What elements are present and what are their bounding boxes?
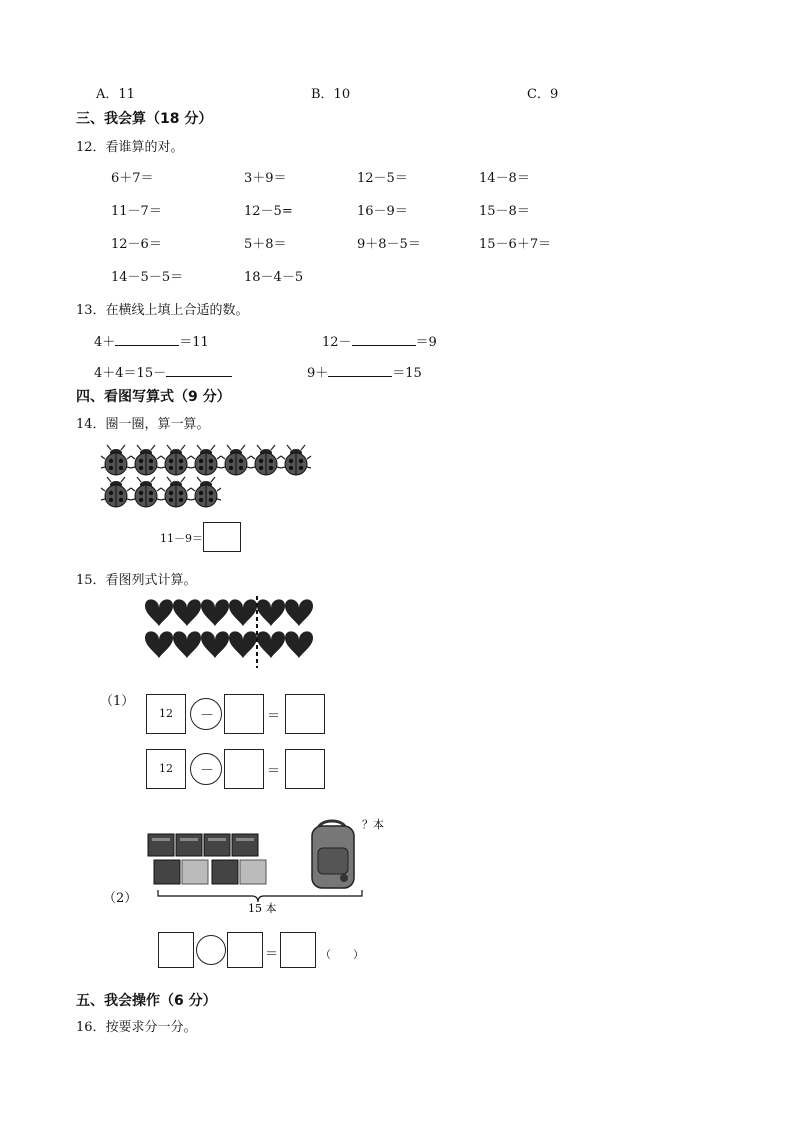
heart-icon (257, 631, 285, 658)
heart-icon (173, 631, 201, 658)
answer-blank[interactable] (166, 365, 232, 377)
equals-sign: ＝ (265, 947, 279, 962)
number-box (146, 694, 186, 734)
equation-text: 4＋4＝15－ (94, 366, 167, 381)
equation-text: 12－ (322, 335, 352, 350)
number-text: 12 (159, 762, 173, 775)
operator-text: － (200, 763, 214, 779)
ladybug-icon (251, 445, 281, 475)
ladybug-icon (131, 477, 161, 507)
heart-icon (229, 599, 257, 626)
section-3-heading: 三、我会算（18 分） (76, 111, 213, 127)
equation-text: ＝9 (415, 335, 437, 350)
total-label: 15 本 (248, 902, 277, 915)
ladybug-group (100, 443, 320, 513)
equation-cell: 16－9＝ (357, 204, 408, 219)
heart-icon (201, 631, 229, 658)
answer-box[interactable] (203, 522, 241, 552)
question-14-equation: 11－9＝ (160, 532, 203, 545)
equation-cell: 12－5＝ (357, 171, 408, 186)
heart-icon (257, 599, 285, 626)
unit-parentheses[interactable]: （ ） (320, 948, 364, 961)
equation-text: 4＋ (94, 335, 116, 350)
number-box (146, 749, 186, 789)
total-brace (158, 890, 362, 902)
operator-circle[interactable] (196, 935, 226, 965)
heart-icon (145, 599, 173, 626)
fill-blank-equation-2 (322, 331, 437, 350)
equation-cell: 9＋8－5＝ (357, 237, 421, 252)
answer-box[interactable] (285, 749, 325, 789)
question-14-title: 14．圈一圈，算一算。 (76, 417, 210, 432)
option-c: C．9 (527, 87, 559, 102)
hearts-diagram (144, 596, 316, 668)
ladybug-icon (131, 445, 161, 475)
number-text: 12 (159, 707, 173, 720)
equation-cell: 11－7＝ (111, 204, 162, 219)
equals-sign: ＝ (267, 709, 281, 724)
answer-box[interactable] (224, 749, 264, 789)
equation-cell: 12－6＝ (111, 237, 162, 252)
backpack-icon (312, 821, 354, 888)
answer-box[interactable] (227, 932, 263, 968)
answer-box[interactable] (158, 932, 194, 968)
ladybug-icon (191, 445, 221, 475)
question-15-title: 15．看图列式计算。 (76, 573, 197, 588)
books-backpack-illustration (140, 812, 390, 916)
equation-text: ＝11 (179, 335, 209, 350)
heart-icon (229, 631, 257, 658)
equation-cell: 14－5－5＝ (111, 270, 184, 285)
heart-icon (145, 631, 173, 658)
equation-cell: 3＋9＝ (244, 171, 287, 186)
option-b: B．10 (311, 87, 351, 102)
answer-box[interactable] (285, 694, 325, 734)
operator-circle (190, 753, 222, 785)
ladybug-icon (101, 445, 131, 475)
equation-cell: 12－5= (244, 204, 293, 219)
part-2-label: （2） (103, 891, 138, 906)
heart-icon (285, 631, 313, 658)
section-4-heading: 四、看图写算式（9 分） (76, 389, 231, 405)
heart-icon (173, 599, 201, 626)
equation-cell: 18－4－5 (244, 270, 304, 285)
book-stack-icon (148, 834, 266, 884)
operator-text: － (200, 708, 214, 724)
question-16-title: 16．按要求分一分。 (76, 1020, 197, 1035)
ladybug-icon (281, 445, 311, 475)
answer-blank[interactable] (115, 334, 179, 346)
answer-box[interactable] (280, 932, 316, 968)
equation-text: ＝15 (392, 366, 422, 381)
answer-blank[interactable] (352, 334, 416, 346)
ladybug-icon (191, 477, 221, 507)
fill-blank-equation-1 (94, 331, 209, 350)
heart-icon (201, 599, 229, 626)
equation-text: 9＋ (307, 366, 329, 381)
question-13-title: 13．在横线上填上合适的数。 (76, 303, 249, 318)
ladybug-icon (161, 445, 191, 475)
part-1-label: （1） (100, 694, 135, 709)
fill-blank-equation-4 (307, 362, 422, 381)
equation-cell: 15－8＝ (479, 204, 530, 219)
ladybug-icon (101, 477, 131, 507)
answer-box[interactable] (224, 694, 264, 734)
answer-blank[interactable] (328, 365, 392, 377)
section-5-heading: 五、我会操作（6 分） (76, 993, 217, 1009)
ladybug-icon (221, 445, 251, 475)
equation-cell: 15－6＋7＝ (479, 237, 552, 252)
question-12-title: 12．看谁算的对。 (76, 140, 184, 155)
equation-cell: 5＋8＝ (244, 237, 287, 252)
operator-circle (190, 698, 222, 730)
option-a: A．11 (96, 87, 135, 102)
equals-sign: ＝ (267, 764, 281, 779)
question-label: ？本 (362, 818, 384, 831)
heart-icon (285, 599, 313, 626)
fill-blank-equation-3 (94, 362, 232, 381)
equation-cell: 6＋7＝ (111, 171, 154, 186)
equation-cell: 14－8＝ (479, 171, 530, 186)
ladybug-icon (161, 477, 191, 507)
